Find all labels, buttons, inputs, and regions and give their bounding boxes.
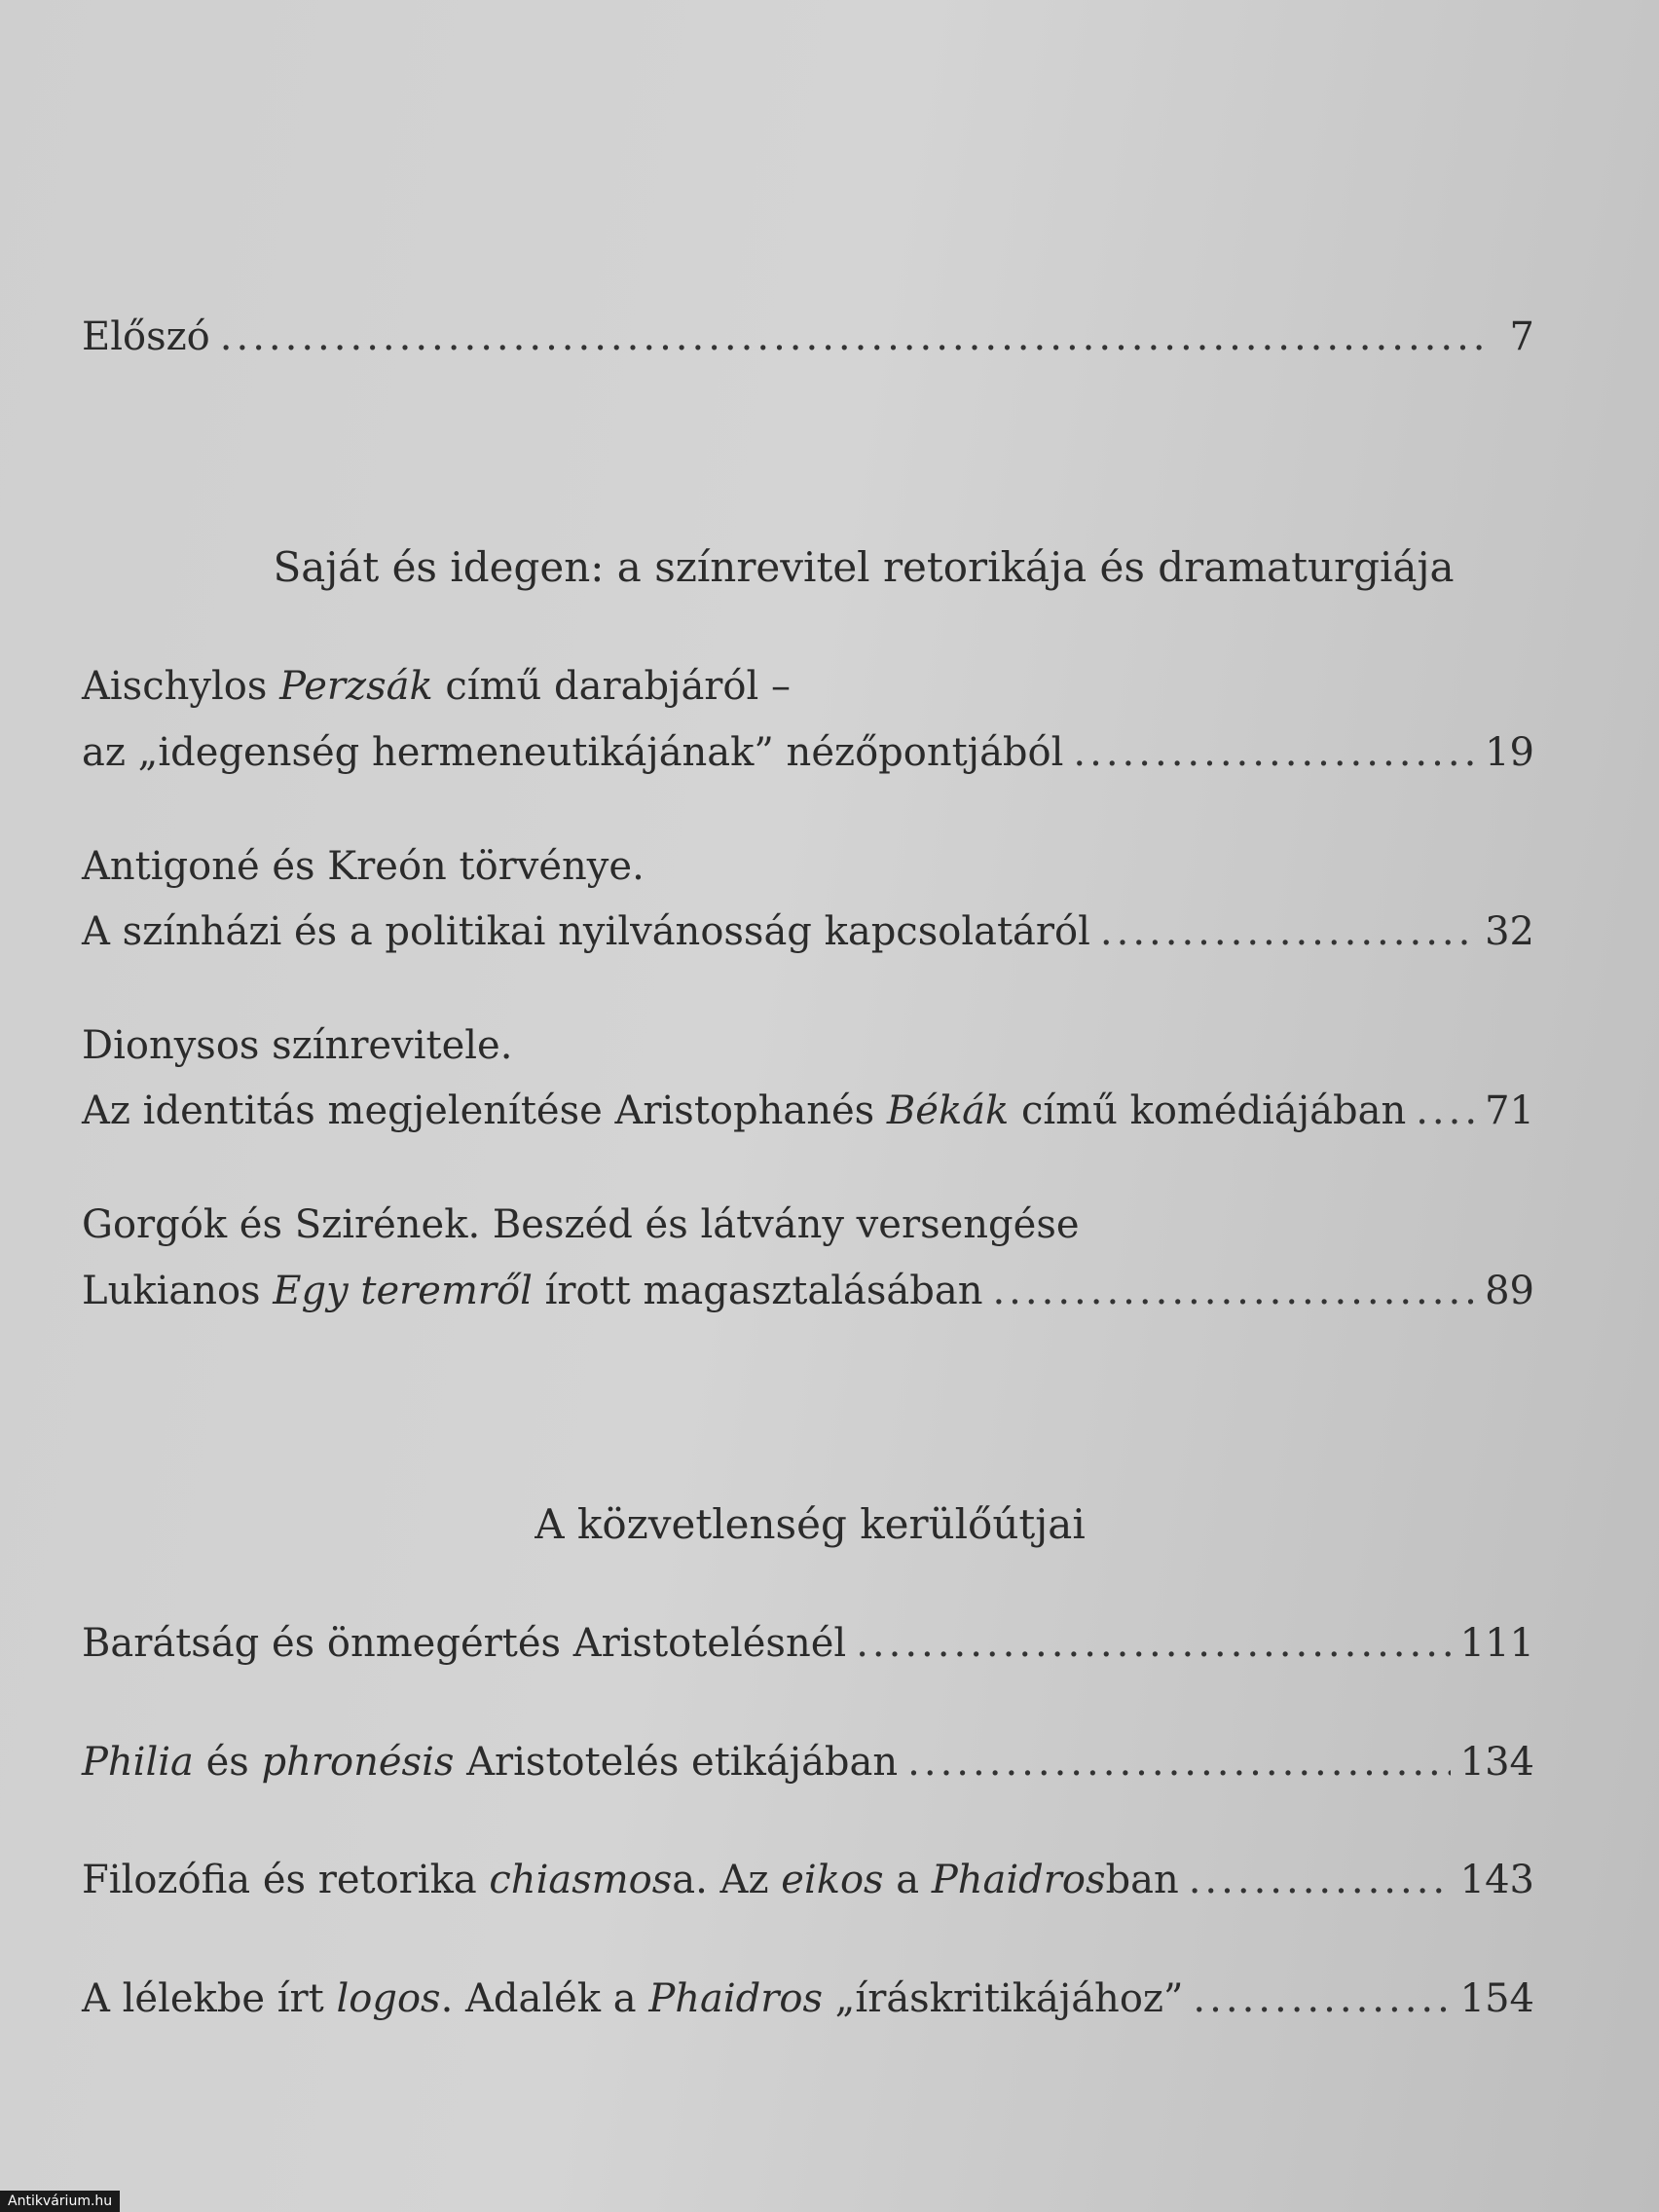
toc-entry-foreword[interactable] xyxy=(82,310,1534,364)
leader-dots xyxy=(907,1735,1450,1789)
toc-entry-8[interactable] xyxy=(82,1972,1534,2026)
leader-dots xyxy=(856,1616,1450,1671)
entry-title: az „idegenség hermeneutikájának” nézőpontjából xyxy=(82,730,1064,775)
entry-title: Előszó xyxy=(82,314,210,359)
entry-title: Lukianos Egy teremről írott magasztalásában xyxy=(82,1269,983,1313)
leader-dots xyxy=(1189,1853,1451,1907)
leader-dots xyxy=(1193,1972,1450,2026)
leader-dots xyxy=(220,310,1486,364)
section-heading-2: A közvetlenség kerülőútjai xyxy=(535,1500,1086,1548)
leader-dots xyxy=(1073,725,1475,780)
page-number: 154 xyxy=(1459,1976,1534,2021)
toc-entry-2-line1: Antigoné és Kreón törvénye. xyxy=(82,844,645,889)
entry-title: A lélekbe írt logos. Adalék a Phaidros „íráskritikájához” xyxy=(82,1976,1184,2021)
toc-entry-3[interactable] xyxy=(82,1084,1534,1138)
entry-title: Filozófia és retorika chiasmosa. Az eikos a Phaidrosban xyxy=(82,1858,1179,1902)
entry-title: Philia és phronésis Aristotelés etikájában xyxy=(82,1740,899,1785)
toc-entry-1-line1: Aischylos Perzsák című darabjáról – xyxy=(82,664,792,709)
toc-entry-6[interactable] xyxy=(82,1735,1534,1789)
section-heading-1: Saját és idegen: a színrevitel retorikája és dramaturgiája xyxy=(273,543,1455,591)
leader-dots xyxy=(1100,904,1475,959)
watermark-label: Antikvárium.hu xyxy=(0,2191,120,2212)
entry-title: Barátság és önmegértés Aristotelésnél xyxy=(82,1621,847,1666)
page-number: 71 xyxy=(1485,1088,1534,1133)
toc-entry-4-line1: Gorgók és Szirének. Beszéd és látvány versengése xyxy=(82,1202,1080,1247)
toc-entry-5[interactable] xyxy=(82,1616,1534,1671)
page-number: 134 xyxy=(1459,1740,1534,1785)
entry-title: A színházi és a politikai nyilvánosság kapcsolatáról xyxy=(82,909,1090,954)
toc-entry-2[interactable] xyxy=(82,904,1534,959)
toc-entry-4[interactable] xyxy=(82,1264,1534,1318)
page-number: 7 xyxy=(1509,314,1534,359)
toc-entry-1[interactable] xyxy=(82,725,1534,780)
page-number: 89 xyxy=(1485,1269,1534,1313)
page-number: 111 xyxy=(1459,1621,1534,1666)
leader-dots xyxy=(992,1264,1475,1318)
page-number: 143 xyxy=(1459,1858,1534,1902)
toc-entry-3-line1: Dionysos színrevitele. xyxy=(82,1023,513,1068)
page-number: 32 xyxy=(1485,909,1534,954)
entry-title: Az identitás megjelenítése Aristophanés Békák című komédiájában xyxy=(82,1088,1407,1133)
page-number: 19 xyxy=(1485,730,1534,775)
toc-entry-7[interactable] xyxy=(82,1853,1534,1907)
leader-dots xyxy=(1416,1084,1475,1138)
